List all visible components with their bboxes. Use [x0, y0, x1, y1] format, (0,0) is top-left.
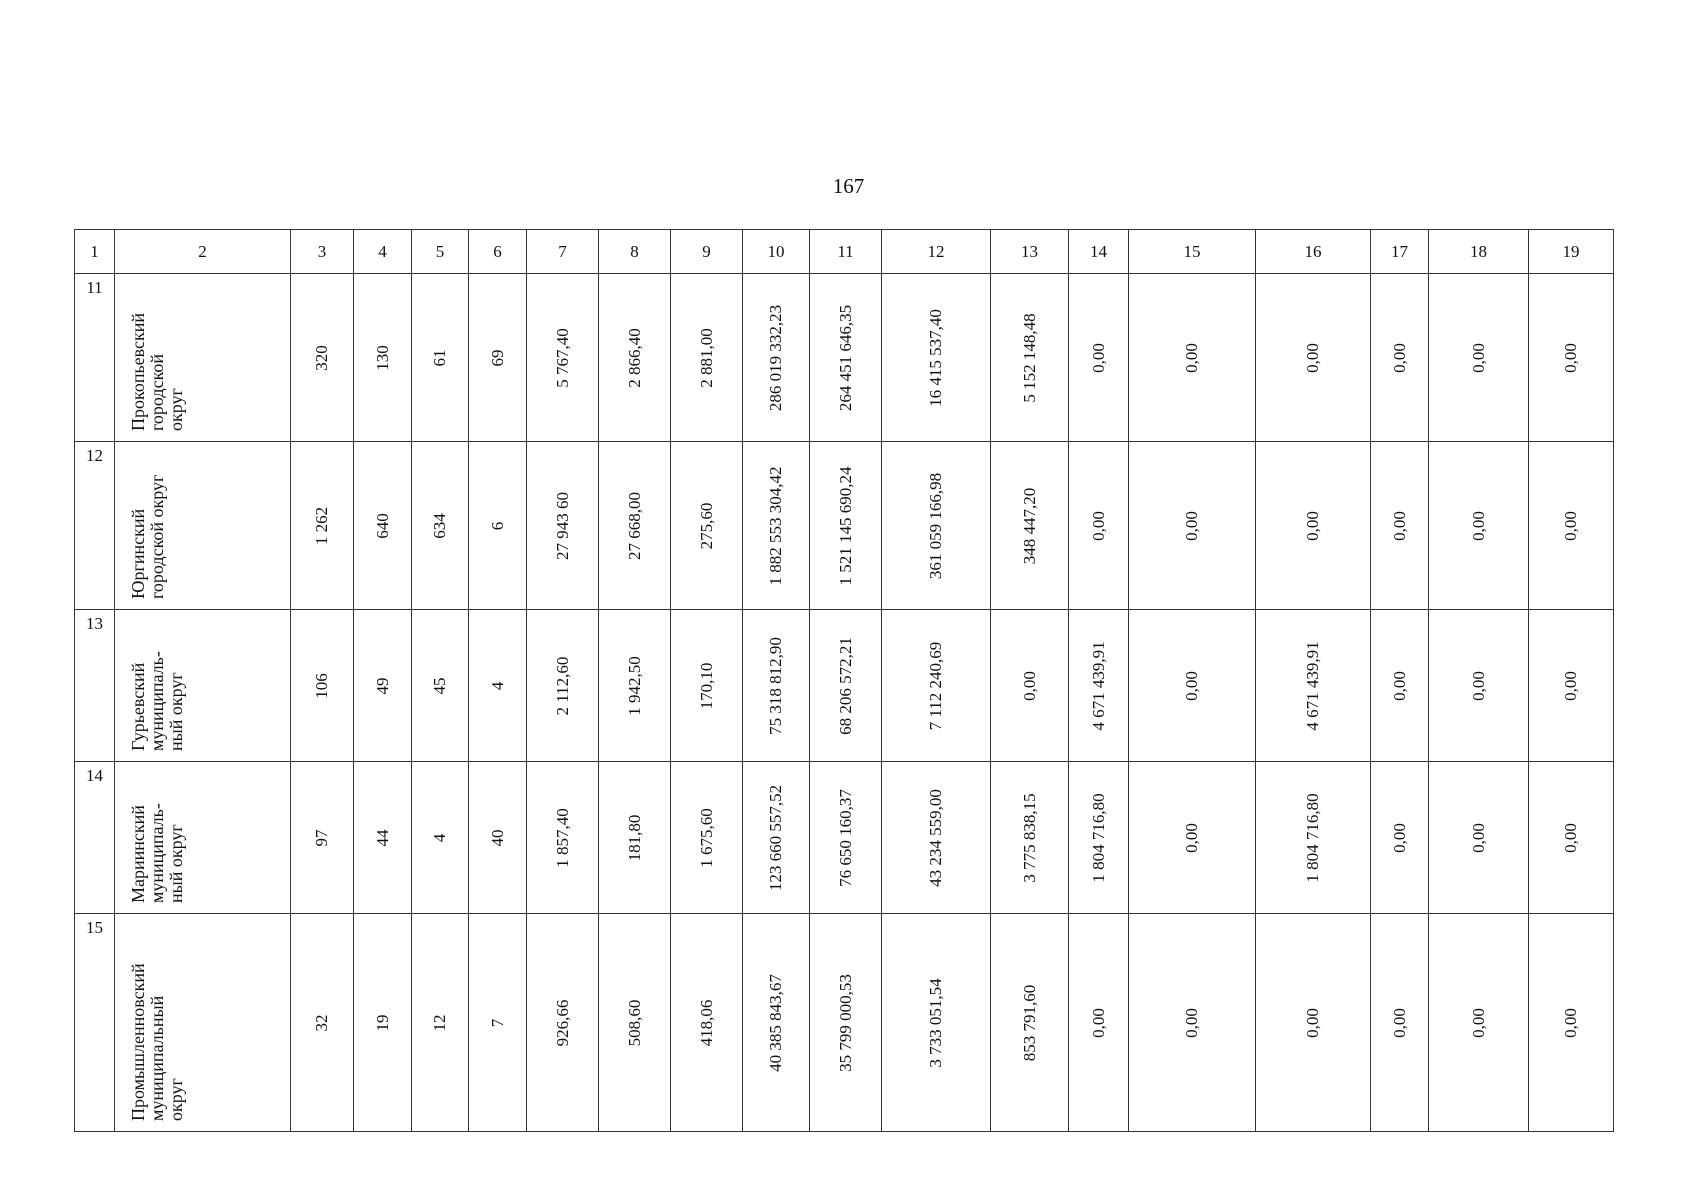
value-cell: [1429, 762, 1529, 914]
value-cell: [527, 274, 599, 442]
cell-value: 44: [372, 829, 392, 846]
cell-value: 3 733 051,54: [926, 977, 945, 1068]
value-cell: [1429, 442, 1529, 610]
cell-value: 19: [372, 1014, 392, 1031]
cell-value: 0,00: [1182, 342, 1201, 373]
cell-value: 2 881,00: [696, 327, 716, 388]
value-cell: [991, 610, 1069, 762]
municipality-name: [129, 963, 291, 1121]
cell-value: 926,66: [552, 999, 572, 1046]
value-cell: [743, 274, 810, 442]
municipality-name-line: муниципаль-: [147, 651, 167, 751]
municipality-name-cell: [115, 610, 291, 762]
cell-value: 0,00: [1389, 1007, 1409, 1038]
cell-value: 4 671 439,91: [1088, 640, 1108, 731]
value-cell: [1256, 610, 1371, 762]
column-header: 18: [1429, 230, 1529, 274]
cell-value: 27 668,00: [624, 491, 644, 560]
value-cell: [354, 274, 412, 442]
cell-value: 76 650 160,37: [835, 788, 855, 887]
value-cell: [412, 914, 469, 1132]
value-cell: [743, 914, 810, 1132]
cell-value: 0,00: [1182, 510, 1201, 541]
value-cell: [810, 762, 882, 914]
cell-value: 0,00: [1561, 1007, 1580, 1038]
table-row: [75, 762, 1614, 914]
column-header: 5: [412, 230, 469, 274]
cell-value: 6: [487, 521, 507, 530]
cell-value: 0,00: [1468, 510, 1488, 541]
cell-value: 1 857,40: [552, 807, 572, 868]
value-cell: [671, 274, 743, 442]
cell-value: 40 385 843,67: [766, 973, 785, 1072]
value-cell: [354, 762, 412, 914]
value-cell: [882, 914, 991, 1132]
municipality-name-cell: [115, 274, 291, 442]
value-cell: [1529, 762, 1614, 914]
value-cell: [412, 610, 469, 762]
value-cell: [354, 442, 412, 610]
value-cell: [882, 442, 991, 610]
value-cell: [671, 442, 743, 610]
value-cell: [1529, 914, 1614, 1132]
cell-value: 264 451 646,35: [835, 304, 855, 411]
value-cell: [1129, 442, 1256, 610]
value-cell: [1429, 274, 1529, 442]
value-cell: [469, 274, 527, 442]
cell-value: 68 206 572,21: [835, 636, 855, 735]
value-cell: [599, 762, 671, 914]
value-cell: [527, 442, 599, 610]
row-number-cell: [75, 914, 115, 1132]
cell-value: 0,00: [1088, 510, 1108, 541]
cell-value: 275,60: [696, 502, 716, 549]
municipality-name-line: Гурьевский: [128, 662, 148, 751]
value-cell: [743, 610, 810, 762]
value-cell: [991, 274, 1069, 442]
cell-value: 320: [312, 344, 331, 371]
value-cell: [1069, 442, 1129, 610]
municipality-name-line: ный округ: [166, 824, 186, 903]
cell-value: 634: [430, 512, 449, 539]
row-number-cell: [75, 762, 115, 914]
column-header: 13: [991, 230, 1069, 274]
page-number: 167: [832, 174, 865, 198]
value-cell: [599, 610, 671, 762]
cell-value: 43 234 559,00: [926, 788, 945, 887]
column-header: 17: [1371, 230, 1429, 274]
row-number-cell: [75, 610, 115, 762]
cell-value: 286 019 332,23: [766, 304, 785, 411]
value-cell: [991, 442, 1069, 610]
cell-value: 0,00: [1303, 510, 1322, 541]
cell-value: 35 799 000,53: [835, 973, 855, 1072]
value-cell: [354, 914, 412, 1132]
cell-value: 1 804 716,80: [1303, 792, 1322, 883]
column-header: 4: [354, 230, 412, 274]
column-header: 14: [1069, 230, 1129, 274]
value-cell: [469, 610, 527, 762]
column-header: 7: [527, 230, 599, 274]
cell-value: 123 660 557,52: [766, 784, 785, 891]
column-header: 8: [599, 230, 671, 274]
column-header: 12: [882, 230, 991, 274]
value-cell: [882, 762, 991, 914]
cell-value: 0,00: [1303, 1007, 1322, 1038]
cell-value: 1 521 145 690,24: [835, 466, 855, 585]
cell-value: 106: [312, 672, 331, 699]
cell-value: 0,00: [1561, 342, 1580, 373]
municipality-name-line: Прокопьевский: [128, 312, 148, 431]
cell-value: 7: [487, 1018, 507, 1027]
header-row: [75, 230, 1614, 274]
cell-value: 1 942,50: [624, 655, 644, 716]
cell-value: 7 112 240,69: [926, 641, 945, 730]
municipality-name: [129, 651, 270, 751]
cell-value: 1 262: [312, 506, 331, 545]
value-cell: [1529, 610, 1614, 762]
table-row: [75, 914, 1614, 1132]
column-header: 15: [1129, 230, 1256, 274]
table-row: [75, 610, 1614, 762]
column-header: 10: [743, 230, 810, 274]
value-cell: [1129, 610, 1256, 762]
cell-value: 0,00: [1389, 822, 1409, 853]
value-cell: [991, 762, 1069, 914]
cell-value: 130: [372, 344, 392, 371]
cell-value: 4: [487, 681, 507, 690]
row-number: 15: [86, 918, 103, 937]
value-cell: [1371, 610, 1429, 762]
cell-value: 853 791,60: [1019, 984, 1039, 1061]
cell-value: 5 767,40: [552, 327, 572, 388]
value-cell: [810, 914, 882, 1132]
cell-value: 32: [312, 1014, 331, 1031]
value-cell: [743, 442, 810, 610]
value-cell: [1256, 914, 1371, 1132]
value-cell: [291, 914, 354, 1132]
cell-value: 0,00: [1561, 510, 1580, 541]
value-cell: [291, 442, 354, 610]
value-cell: [1371, 442, 1429, 610]
municipality-name: [129, 803, 270, 903]
value-cell: [354, 610, 412, 762]
value-cell: [991, 914, 1069, 1132]
cell-value: 0,00: [1468, 342, 1488, 373]
cell-value: 0,00: [1389, 510, 1409, 541]
value-cell: [291, 610, 354, 762]
municipality-name-line: городской: [147, 353, 167, 431]
cell-value: 61: [430, 349, 449, 366]
value-cell: [882, 610, 991, 762]
row-number: 14: [86, 766, 103, 785]
cell-value: 640: [372, 512, 392, 539]
cell-value: 0,00: [1182, 822, 1201, 853]
cell-value: 97: [312, 829, 331, 846]
table-row: [75, 274, 1614, 442]
value-cell: [810, 274, 882, 442]
value-cell: [1069, 914, 1129, 1132]
value-cell: [412, 274, 469, 442]
value-cell: [1529, 274, 1614, 442]
municipality-name-cell: [115, 442, 291, 610]
column-header: 9: [671, 230, 743, 274]
cell-value: 49: [372, 677, 392, 694]
municipality-name-line: Промышленновский: [128, 963, 148, 1121]
cell-value: 181,80: [624, 814, 644, 861]
municipality-name-line: муниципаль-: [147, 803, 167, 903]
cell-value: 2 866,40: [624, 327, 644, 388]
cell-value: 40: [487, 829, 507, 846]
value-cell: [469, 442, 527, 610]
cell-value: 1 675,60: [696, 807, 716, 868]
row-number-cell: [75, 442, 115, 610]
cell-value: 27 943 60: [552, 491, 572, 560]
column-header: 3: [291, 230, 354, 274]
municipality-name-line: округ: [166, 1078, 186, 1121]
value-cell: [671, 914, 743, 1132]
value-cell: [1129, 762, 1256, 914]
value-cell: [291, 762, 354, 914]
value-cell: [1129, 914, 1256, 1132]
cell-value: 0,00: [1468, 1007, 1488, 1038]
value-cell: [1429, 914, 1529, 1132]
cell-value: 4 671 439,91: [1303, 640, 1322, 731]
value-cell: [1371, 914, 1429, 1132]
cell-value: 0,00: [1019, 670, 1039, 701]
column-header: 1: [75, 230, 115, 274]
cell-value: 16 415 537,40: [926, 308, 945, 407]
municipality-name-line: округ: [166, 388, 186, 431]
cell-value: 75 318 812,90: [766, 636, 785, 735]
cell-value: 0,00: [1389, 670, 1409, 701]
value-cell: [291, 274, 354, 442]
row-number: 13: [86, 614, 103, 633]
municipality-name-line: Мариинский: [128, 805, 148, 903]
value-cell: [527, 610, 599, 762]
cell-value: 0,00: [1468, 822, 1488, 853]
value-cell: [1256, 274, 1371, 442]
value-cell: [1529, 442, 1614, 610]
municipality-name-line: ный округ: [166, 672, 186, 751]
column-header: 6: [469, 230, 527, 274]
cell-value: 0,00: [1182, 670, 1201, 701]
cell-value: 5 152 148,48: [1019, 312, 1039, 403]
cell-value: 418,06: [696, 999, 716, 1046]
value-cell: [1371, 762, 1429, 914]
column-header: 2: [115, 230, 291, 274]
value-cell: [810, 610, 882, 762]
cell-value: 0,00: [1389, 342, 1409, 373]
municipality-name-cell: [115, 762, 291, 914]
cell-value: 0,00: [1088, 342, 1108, 373]
value-cell: [1371, 274, 1429, 442]
cell-value: 0,00: [1303, 342, 1322, 373]
value-cell: [882, 274, 991, 442]
value-cell: [810, 442, 882, 610]
value-cell: [599, 914, 671, 1132]
cell-value: 0,00: [1561, 822, 1580, 853]
value-cell: [743, 762, 810, 914]
value-cell: [412, 442, 469, 610]
municipality-name: [129, 313, 286, 431]
municipality-name-line: городской округ: [147, 474, 167, 599]
row-number: 12: [86, 446, 103, 465]
value-cell: [1069, 274, 1129, 442]
cell-value: 170,10: [696, 662, 716, 709]
cell-value: 0,00: [1088, 1007, 1108, 1038]
value-cell: [1256, 762, 1371, 914]
value-cell: [1069, 762, 1129, 914]
column-header: 11: [810, 230, 882, 274]
value-cell: [469, 914, 527, 1132]
cell-value: 0,00: [1468, 670, 1488, 701]
cell-value: 3 775 838,15: [1019, 792, 1039, 883]
column-header: 16: [1256, 230, 1371, 274]
cell-value: 0,00: [1561, 670, 1580, 701]
column-header: 19: [1529, 230, 1614, 274]
value-cell: [671, 762, 743, 914]
value-cell: [469, 762, 527, 914]
cell-value: 508,60: [624, 999, 644, 1046]
cell-value: 0,00: [1182, 1007, 1201, 1038]
cell-value: 361 059 166,98: [926, 472, 945, 579]
municipality-name-line: Юргинский: [128, 508, 148, 599]
value-cell: [671, 610, 743, 762]
municipality-name: [129, 475, 286, 599]
cell-value: 1 882 553 304,42: [766, 466, 785, 585]
row-number-cell: [75, 274, 115, 442]
value-cell: [527, 762, 599, 914]
value-cell: [1129, 274, 1256, 442]
cell-value: 348 447,20: [1019, 487, 1039, 564]
row-number: 11: [86, 278, 103, 297]
value-cell: [1429, 610, 1529, 762]
cell-value: 69: [487, 349, 507, 366]
cell-value: 45: [430, 677, 449, 694]
value-cell: [527, 914, 599, 1132]
cell-value: 2 112,60: [552, 656, 572, 715]
cell-value: 1 804 716,80: [1088, 792, 1108, 883]
value-cell: [1256, 442, 1371, 610]
cell-value: 4: [430, 833, 449, 842]
cell-value: 12: [430, 1014, 449, 1031]
value-cell: [412, 762, 469, 914]
table-row: [75, 442, 1614, 610]
value-cell: [599, 274, 671, 442]
data-table: [74, 229, 1614, 1132]
municipality-name-line: муниципальный: [147, 995, 167, 1121]
municipality-name-cell: [115, 914, 291, 1132]
value-cell: [1069, 610, 1129, 762]
value-cell: [599, 442, 671, 610]
